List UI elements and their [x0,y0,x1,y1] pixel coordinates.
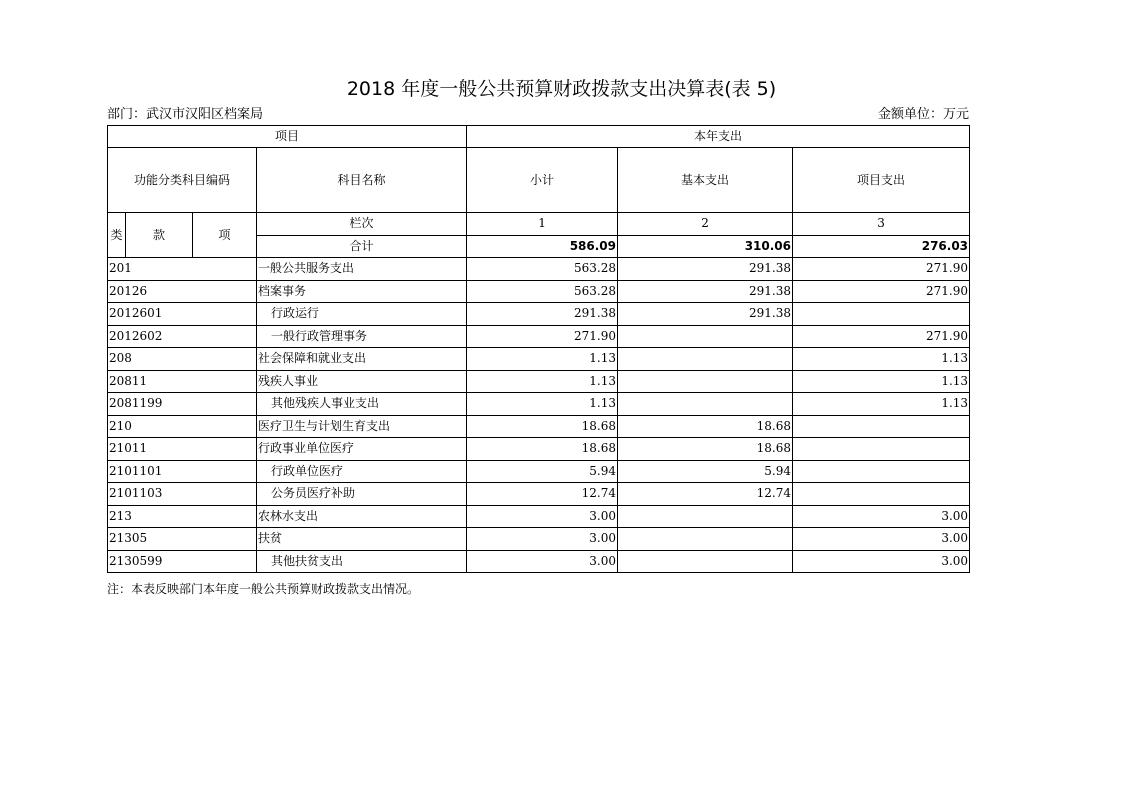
row-code: 2012601 [108,303,257,326]
row-subtotal: 3.00 [467,505,618,528]
total-subtotal: 586.09 [467,235,618,258]
row-project [793,438,970,461]
row-code: 201 [108,258,257,281]
row-subject-name: 其他扶贫支出 [257,550,467,573]
header-current-year-expenditure: 本年支出 [467,126,970,148]
row-project [793,415,970,438]
header-func-code: 功能分类科目编码 [108,148,257,213]
table-row [108,438,970,461]
row-basic: 291.38 [618,303,793,326]
total-label: 合计 [257,235,467,258]
row-subtotal: 3.00 [467,528,618,551]
row-project: 1.13 [793,370,970,393]
amount-unit-label: 金额单位：万元 [877,107,969,122]
table-row [108,280,970,303]
header-subtotal: 小计 [467,148,618,213]
row-code: 2101103 [108,483,257,506]
table-row [108,505,970,528]
row-project: 271.90 [793,280,970,303]
row-project [793,303,970,326]
row-code: 20811 [108,370,257,393]
row-project [793,483,970,506]
row-basic: 291.38 [618,280,793,303]
header-lei: 类 [108,213,126,258]
row-subtotal: 1.13 [467,348,618,371]
row-subject-name: 残疾人事业 [257,370,467,393]
row-subject-name: 农林水支出 [257,505,467,528]
header-kuan: 款 [126,213,193,258]
row-project: 1.13 [793,393,970,416]
row-code: 21011 [108,438,257,461]
row-subtotal: 563.28 [467,280,618,303]
table-row [108,325,970,348]
row-basic: 291.38 [618,258,793,281]
row-code: 208 [108,348,257,371]
row-basic: 18.68 [618,415,793,438]
header-col1: 1 [467,213,618,236]
table-row [108,415,970,438]
header-column-no: 栏次 [257,213,467,236]
report-title: 2018 年度一般公共预算财政拨款支出决算表(表 5) [346,78,777,100]
row-basic: 12.74 [618,483,793,506]
row-code: 2012602 [108,325,257,348]
table-row [108,303,970,326]
row-subject-name: 公务员医疗补助 [257,483,467,506]
row-code: 2081199 [108,393,257,416]
row-basic: 5.94 [618,460,793,483]
table-row [108,528,970,551]
row-basic [618,325,793,348]
row-subject-name: 扶贫 [257,528,467,551]
row-basic [618,348,793,371]
row-subject-name: 一般行政管理事务 [257,325,467,348]
row-basic: 18.68 [618,438,793,461]
row-subtotal: 271.90 [467,325,618,348]
header-subject-name: 科目名称 [257,148,467,213]
row-subtotal: 3.00 [467,550,618,573]
row-project: 3.00 [793,528,970,551]
table-row [108,393,970,416]
row-subtotal: 12.74 [467,483,618,506]
row-basic [618,393,793,416]
header-row-1 [108,126,970,148]
row-subtotal: 5.94 [467,460,618,483]
row-subtotal: 291.38 [467,303,618,326]
department-label: 部门：武汉市汉阳区档案局 [107,107,264,122]
row-subject-name: 医疗卫生与计划生育支出 [257,415,467,438]
total-basic: 310.06 [618,235,793,258]
header-col2: 2 [618,213,793,236]
row-project [793,460,970,483]
header-row-2 [108,148,970,213]
row-code: 210 [108,415,257,438]
header-project: 项目 [108,126,467,148]
table-row [108,258,970,281]
table-row [108,348,970,371]
header-project-exp: 项目支出 [793,148,970,213]
row-basic [618,528,793,551]
expenditure-table [107,125,970,573]
row-subtotal: 1.13 [467,393,618,416]
row-project: 1.13 [793,348,970,371]
row-subject-name: 行政单位医疗 [257,460,467,483]
row-subtotal: 563.28 [467,258,618,281]
row-basic [618,370,793,393]
table-note: 注：本表反映部门本年度一般公共预算财政拨款支出情况。 [107,582,420,596]
row-subtotal: 18.68 [467,438,618,461]
row-code: 20126 [108,280,257,303]
row-basic [618,550,793,573]
row-subject-name: 社会保障和就业支出 [257,348,467,371]
row-subtotal: 18.68 [467,415,618,438]
header-xiang: 项 [193,213,257,258]
row-project: 3.00 [793,505,970,528]
row-subject-name: 行政运行 [257,303,467,326]
header-basic: 基本支出 [618,148,793,213]
row-code: 2101101 [108,460,257,483]
row-project: 3.00 [793,550,970,573]
row-code: 213 [108,505,257,528]
table-row [108,483,970,506]
table-row [108,370,970,393]
total-project: 276.03 [793,235,970,258]
table-row [108,460,970,483]
row-subject-name: 档案事务 [257,280,467,303]
row-project: 271.90 [793,325,970,348]
header-col3: 3 [793,213,970,236]
row-project: 271.90 [793,258,970,281]
table-row [108,550,970,573]
header-row-3 [108,213,970,236]
row-subtotal: 1.13 [467,370,618,393]
report-meta [107,105,969,125]
row-subject-name: 行政事业单位医疗 [257,438,467,461]
row-basic [618,505,793,528]
row-subject-name: 其他残疾人事业支出 [257,393,467,416]
row-code: 21305 [108,528,257,551]
row-subject-name: 一般公共服务支出 [257,258,467,281]
row-code: 2130599 [108,550,257,573]
